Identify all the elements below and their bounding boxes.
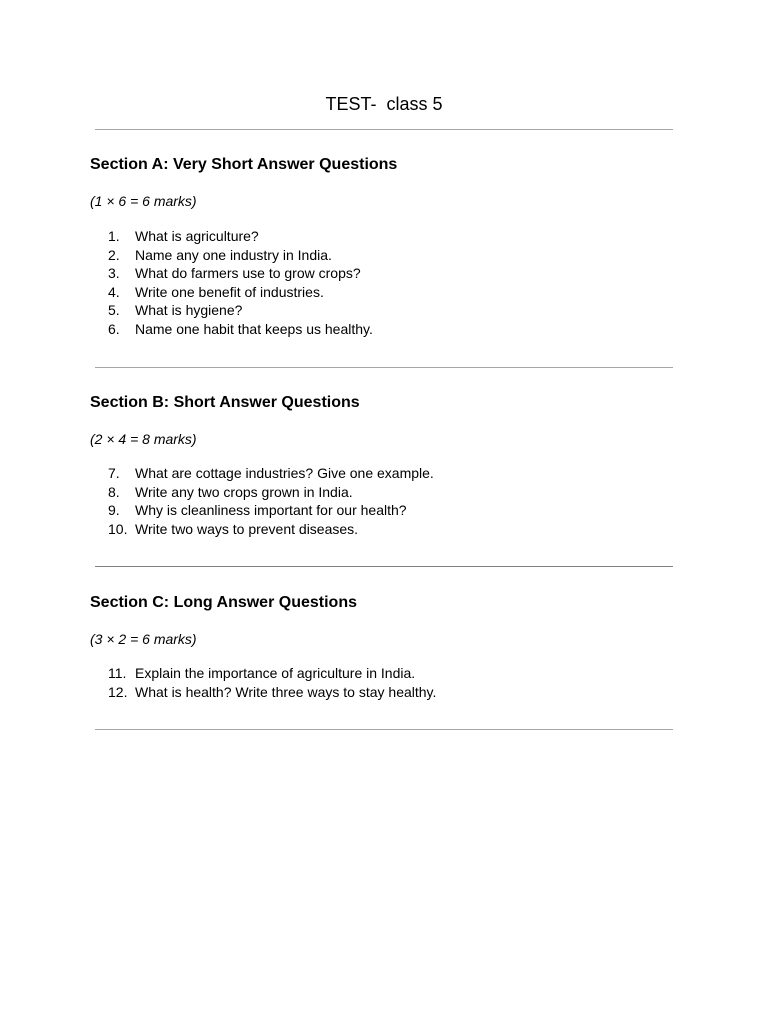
section-b-heading: Section B: Short Answer Questions	[90, 394, 360, 411]
question-number: 10.	[108, 520, 128, 537]
question-text: Write two ways to prevent diseases.	[135, 520, 359, 537]
question-number: 2.	[108, 246, 120, 263]
question-number: 9.	[108, 502, 120, 518]
section-c-heading: Section C: Long Answer Questions	[90, 594, 357, 611]
section-b-marks: (2 × 4 = 8 marks)	[90, 431, 197, 447]
divider	[95, 729, 673, 730]
question-number: 5.	[108, 302, 120, 318]
page-title: TEST- class 5	[325, 94, 443, 114]
question-text: Name one habit that keeps us healthy.	[135, 320, 373, 337]
section-a-heading: Section A: Very Short Answer Questions	[90, 156, 398, 173]
divider	[95, 129, 673, 130]
question-text: What is health? Write three ways to stay healthy.	[135, 683, 437, 700]
question-text: Write any two crops grown in India.	[135, 483, 353, 500]
divider	[95, 566, 673, 567]
section-c-question-list	[108, 664, 436, 701]
divider	[95, 367, 673, 368]
question-item	[108, 227, 373, 246]
question-item	[108, 483, 434, 502]
question-item	[108, 664, 436, 683]
question-text: What is agriculture?	[135, 228, 259, 244]
question-item	[108, 464, 434, 483]
question-item	[108, 520, 434, 539]
section-a-question-list	[108, 227, 373, 338]
question-item	[108, 501, 434, 520]
section-c-marks: (3 × 2 = 6 marks)	[90, 631, 197, 647]
question-item	[108, 246, 373, 265]
section-a-marks: (1 × 6 = 6 marks)	[90, 193, 197, 209]
question-item	[108, 320, 373, 339]
question-text: Write one benefit of industries.	[135, 283, 324, 300]
question-number: 8.	[108, 483, 120, 500]
question-number: 7.	[108, 465, 120, 481]
question-text: Name any one industry in India.	[135, 246, 332, 263]
question-text: What do farmers use to grow crops?	[135, 265, 361, 281]
question-item	[108, 301, 373, 320]
question-text: Explain the importance of agriculture in India.	[135, 665, 416, 681]
question-item	[108, 283, 373, 302]
question-text: What are cottage industries? Give one example.	[135, 465, 434, 481]
question-number: 6.	[108, 320, 120, 337]
question-text: What is hygiene?	[135, 302, 243, 318]
question-number: 4.	[108, 283, 120, 300]
question-item	[108, 683, 436, 702]
section-b-question-list	[108, 464, 434, 538]
question-number: 3.	[108, 265, 120, 281]
question-number: 1.	[108, 228, 120, 244]
question-number: 11.	[108, 665, 127, 681]
question-number: 12.	[108, 683, 128, 700]
question-text: Why is cleanliness important for our health?	[135, 502, 407, 518]
question-item	[108, 264, 373, 283]
